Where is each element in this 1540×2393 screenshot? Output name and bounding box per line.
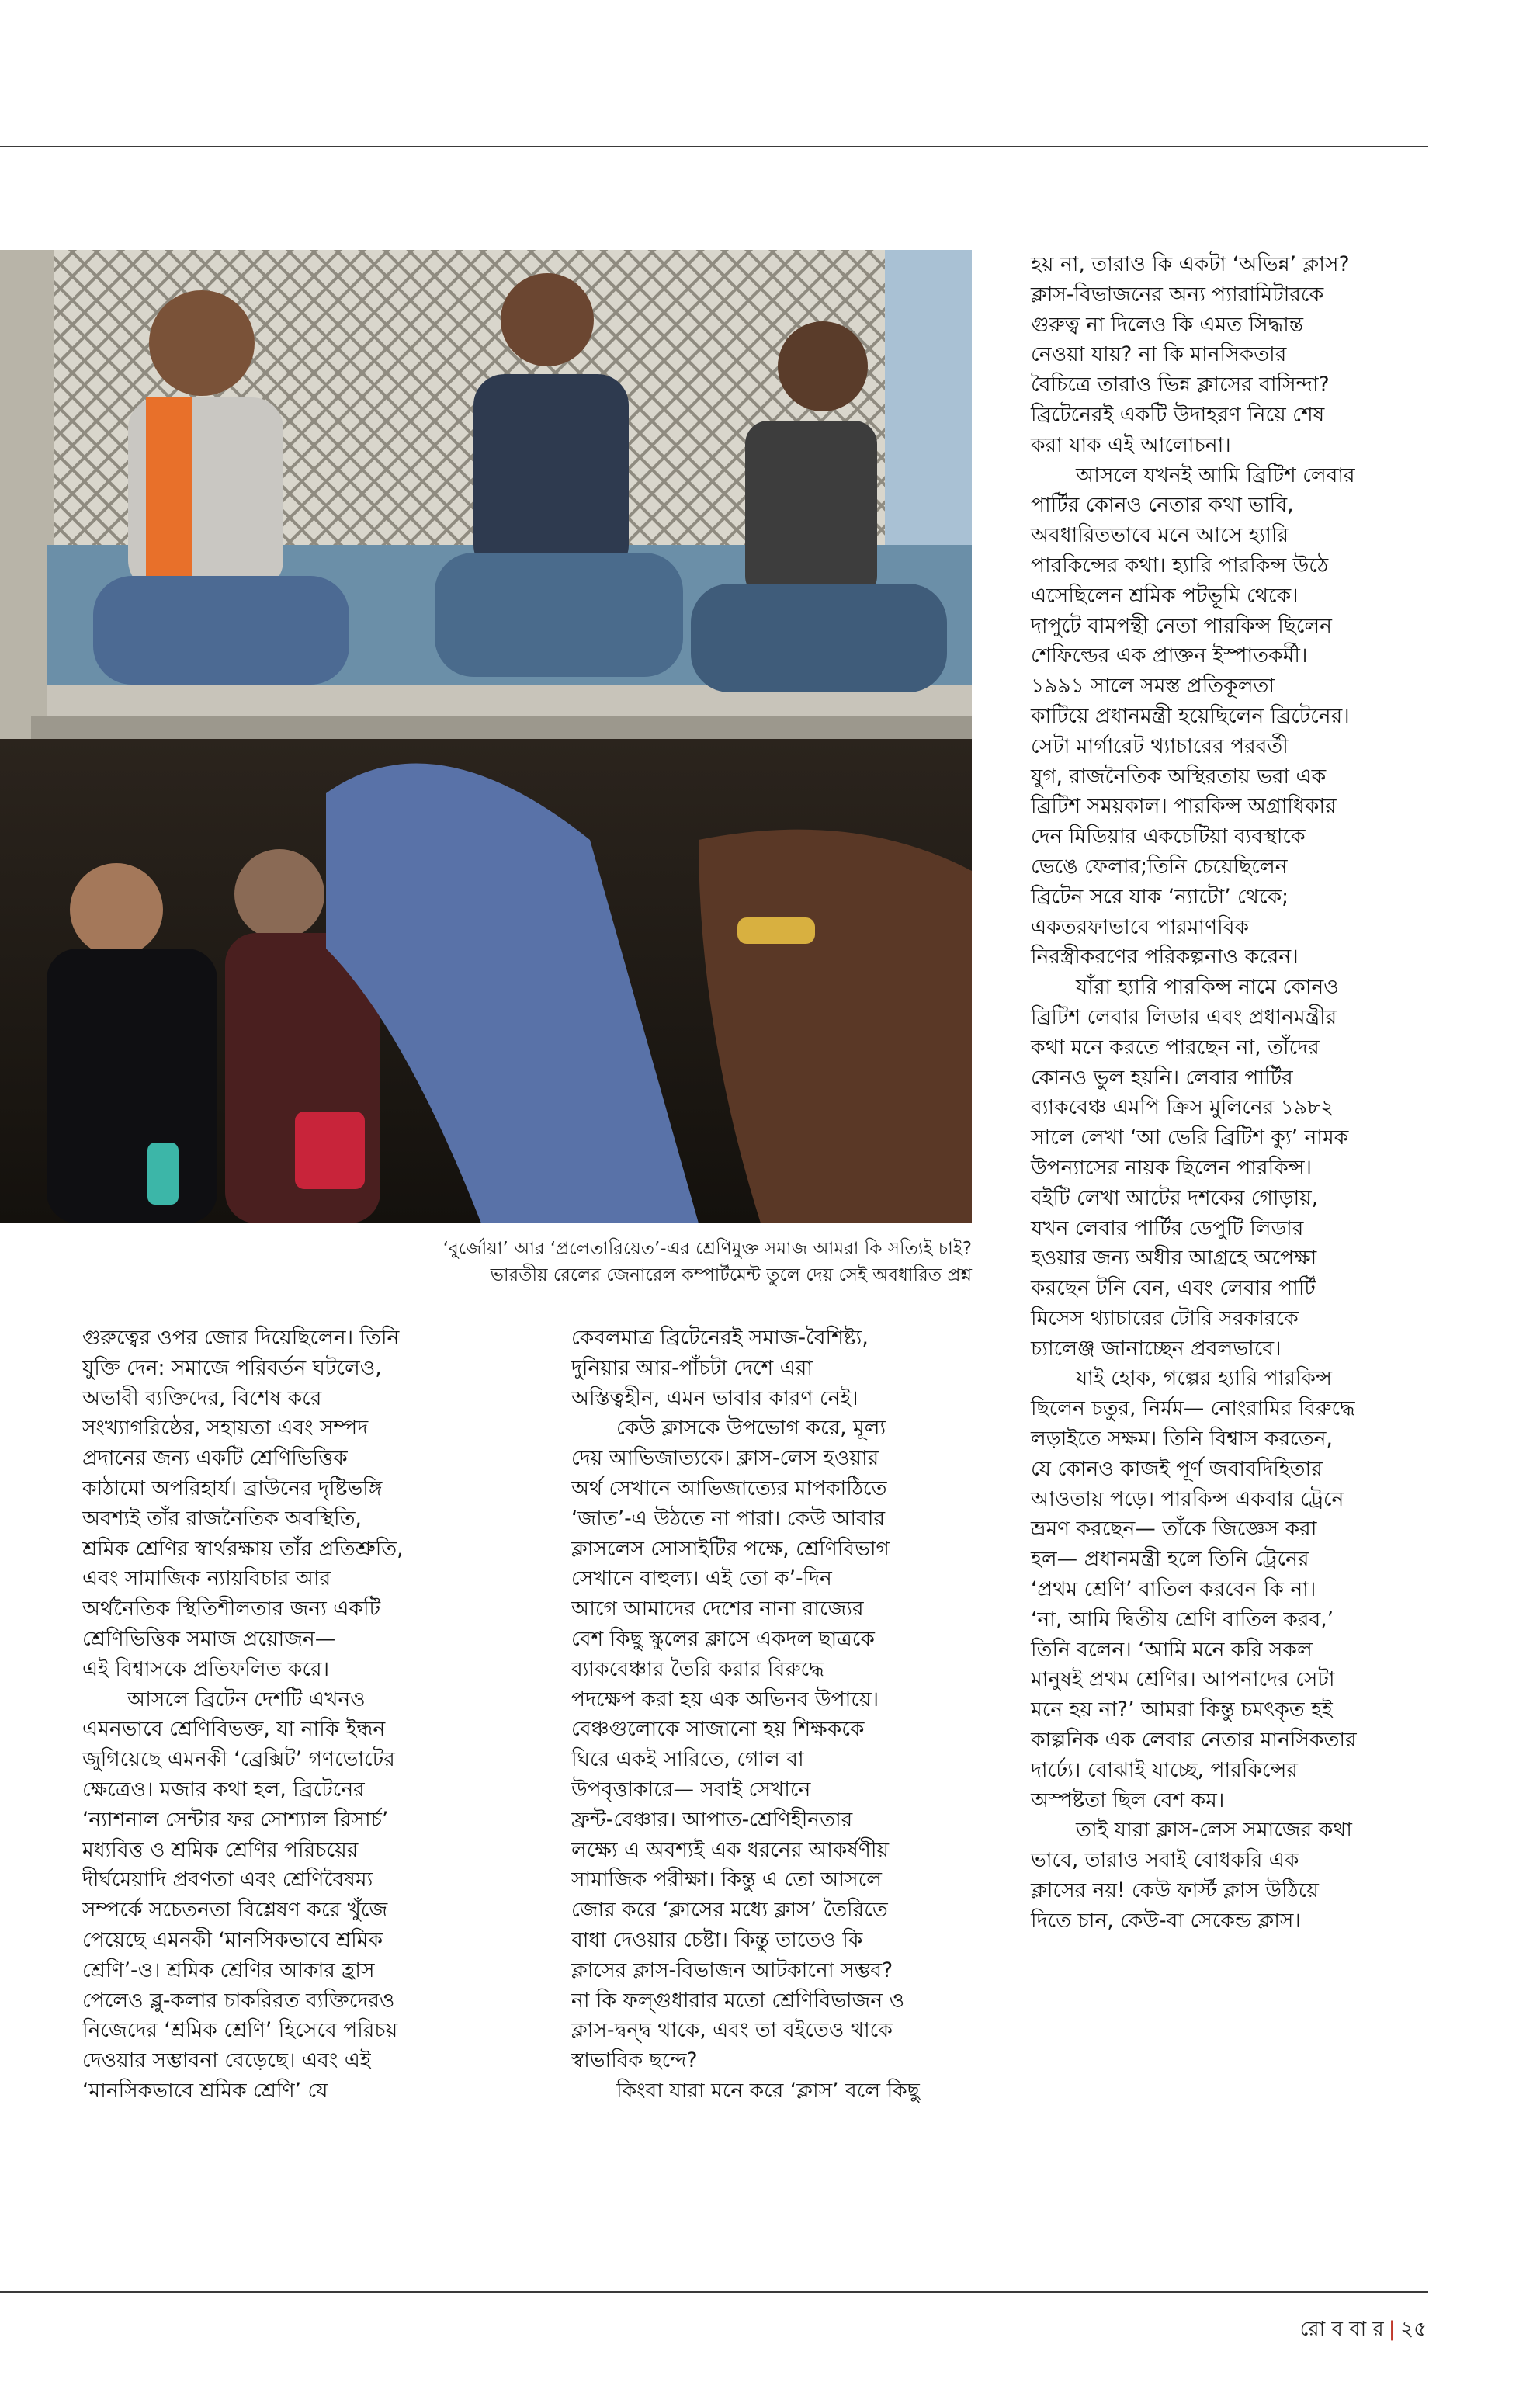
article-line: যে কোনও কাজই পূর্ণ জবাবদিহিতার [1031, 1456, 1323, 1481]
article-line: কাঠামো অপরিহার্য। ব্রাউনের দৃষ্টিভঙ্গি [82, 1476, 383, 1500]
page-number: ২৫ [1400, 2318, 1427, 2341]
article-column-right [1031, 250, 1434, 1937]
article-line: ফ্রন্ট-বেঞ্চার। আপাত-শ্রেণিহীনতার [571, 1807, 853, 1832]
magazine-name: রো ব বা র [1299, 2318, 1384, 2341]
article-line: বেঞ্চগুলোকে সাজানো হয় শিক্ষককে [571, 1717, 865, 1742]
article-line: লড়াইতে সক্ষম। তিনি বিশ্বাস করতেন, [1031, 1427, 1333, 1451]
article-line: যুক্তি দেন: সমাজে পরিবর্তন ঘটলেও, [82, 1355, 382, 1380]
article-line: হল— প্রধানমন্ত্রী হলে তিনি ট্রেনের [1031, 1547, 1309, 1572]
article-line: সেটা মার্গারেট থ্যাচারের পরবর্তী [1031, 734, 1289, 758]
article-line: সম্পর্কে সচেতনতা বিশ্লেষণ করে খুঁজে [82, 1898, 388, 1923]
article-line: এই বিশ্বাসকে প্রতিফলিত করে। [82, 1656, 330, 1681]
article-line: অবশ্যই তাঁর রাজনৈতিক অবস্থিতি, [82, 1506, 362, 1531]
article-line: আওতায় পড়ে। পারকিন্স একবার ট্রেনে [1031, 1486, 1344, 1511]
article-line: অর্থনৈতিক স্থিতিশীলতার জন্য একটি [82, 1597, 381, 1621]
article-line: অর্থ সেখানে আভিজাত্যের মাপকাঠিতে [571, 1476, 887, 1500]
train-compartment-photo [0, 250, 972, 1223]
article-line: চ্যালেঞ্জ জানাচ্ছেন প্রবলভাবে। [1031, 1336, 1282, 1361]
article-line: ক্ষেত্রেও। মজার কথা হল, ব্রিটেনের [82, 1777, 365, 1802]
article-line: দেয় আভিজাত্যকে। ক্লাস-লেস হওয়ার [571, 1446, 879, 1471]
article-line: আসলে ব্রিটেন দেশটি এখনও [127, 1687, 366, 1712]
article-line: শ্রেণিভিত্তিক সমাজ প্রয়োজন— [82, 1626, 336, 1651]
article-line: কথা মনে করতে পারছেন না, তাঁদের [1031, 1035, 1320, 1060]
article-line: কেবলমাত্র ব্রিটেনেরই সমাজ-বৈশিষ্ট্য, [571, 1326, 869, 1350]
article-line: ক্লাসের নয়! কেউ ফার্স্ট ক্লাস উঠিয়ে [1031, 1878, 1319, 1903]
article-line: ব্রিটেনেরই একটি উদাহরণ নিয়ে শেষ [1031, 402, 1325, 427]
article-line: প্রদানের জন্য একটি শ্রেণিভিত্তিক [82, 1446, 348, 1471]
caption-line-1: ‘বুর্জোয়া’ আর ‘প্রলেতারিয়েত’-এর শ্রেণিমুক্ত সমাজ আমরা কি সত্যিই চাই? [442, 1239, 972, 1259]
article-line: নেওয়া যায়? না কি মানসিকতার [1031, 342, 1287, 367]
article-line: ঘিরে একই সারিতে, গোল বা [571, 1747, 804, 1772]
article-line: সালে লেখা ‘আ ভেরি ব্রিটিশ ক্যু’ নামক [1031, 1125, 1349, 1150]
article-line: ব্যাকবেঞ্চার তৈরি করার বিরুদ্ধে [571, 1656, 824, 1681]
article-line: বৈচিত্রে তারাও ভিন্ন ক্লাসের বাসিন্দা? [1031, 373, 1330, 397]
article-line: ভাবে, তারাও সবাই বোধকরি এক [1031, 1848, 1299, 1873]
article-line: উপন্যাসের নায়ক ছিলেন পারকিন্স। [1031, 1155, 1313, 1180]
article-line: শ্রেণি’-ও। শ্রমিক শ্রেণির আকার হ্রাস [82, 1958, 375, 1982]
article-line: শেফিল্ডের এক প্রাক্তন ইস্পাতকর্মী। [1031, 643, 1308, 668]
article-line: দাপুটে বামপন্থী নেতা পারকিন্স ছিলেন [1031, 613, 1332, 638]
article-line: কোনও ভুল হয়নি। লেবার পার্টির [1031, 1065, 1293, 1090]
article-column-left [82, 1323, 525, 2107]
article-line: ‘না, আমি দ্বিতীয় শ্রেণি বাতিল করব,’ [1031, 1607, 1334, 1632]
article-line: নিরস্ত্রীকরণের পরিকল্পনাও করেন। [1031, 945, 1299, 969]
article-line: পদক্ষেপ করা হয় এক অভিনব উপায়ে। [571, 1687, 879, 1712]
article-line: তিনি বলেন। ‘আমি মনে করি সকল [1031, 1637, 1313, 1662]
article-line: ভেঙে ফেলার;তিনি চেয়েছিলেন [1031, 854, 1288, 879]
article-line: গুরুত্বের ওপর জোর দিয়েছিলেন। তিনি [82, 1326, 400, 1350]
article-line: মনে হয় না?’ আমরা কিন্তু চমৎকৃত হই [1031, 1698, 1333, 1722]
caption-line-2: ভারতীয় রেলের জেনারেল কম্পার্টমেন্ট তুলে দেয় সেই অবধারিত প্রশ্ন [490, 1265, 972, 1285]
article-line: একতরফাভাবে পারমাণবিক [1031, 914, 1250, 939]
article-line: এমনভাবে শ্রেণিবিভক্ত, যা নাকি ইন্ধন [82, 1717, 386, 1742]
article-line: ‘ন্যাশনাল সেন্টার ফর সোশ্যাল রিসার্চ’ [82, 1807, 389, 1832]
article-line: কাল্পনিক এক লেবার নেতার মানসিকতার [1031, 1728, 1357, 1753]
article-line: মধ্যবিত্ত ও শ্রমিক শ্রেণির পরিচয়ের [82, 1837, 359, 1862]
footer-separator: | [1388, 2318, 1396, 2341]
article-line: বইটি লেখা আটের দশকের গোড়ায়, [1031, 1185, 1319, 1210]
article-line: হওয়ার জন্য অধীর আগ্রহে অপেক্ষা [1031, 1246, 1317, 1271]
article-line: মানুষই প্রথম শ্রেণির। আপনাদের সেটা [1031, 1667, 1335, 1692]
page-footer [1300, 2313, 1427, 2347]
article-line: সেখানে বাহুল্য। এই তো ক’-দিন [571, 1566, 832, 1591]
article-line: উপবৃত্তাকারে— সবাই সেখানে [571, 1777, 811, 1802]
article-line: ‘মানসিকভাবে শ্রমিক শ্রেণি’ যে [82, 2078, 328, 2103]
article-line: অভাবী ব্যক্তিদের, বিশেষ করে [82, 1386, 322, 1410]
article-line: সামাজিক পরীক্ষা। কিন্তু এ তো আসলে [571, 1868, 882, 1892]
article-line: কিংবা যারা মনে করে ‘ক্লাস’ বলে কিছু [616, 2078, 920, 2103]
article-line: অবধারিতভাবে মনে আসে হ্যারি [1031, 523, 1289, 548]
article-line: এবং সামাজিক ন্যায়বিচার আর [82, 1566, 331, 1591]
article-line: শ্রমিক শ্রেণির স্বার্থরক্ষায় তাঁর প্রতিশ্রুতি, [82, 1536, 404, 1561]
article-line: কাটিয়ে প্রধানমন্ত্রী হয়েছিলেন ব্রিটেনের। [1031, 703, 1350, 728]
article-line: দেওয়ার সম্ভাবনা বেড়েছে। এবং এই [82, 2048, 371, 2073]
article-line: গুরুত্ব না দিলেও কি এমত সিদ্ধান্ত [1031, 312, 1304, 337]
top-rule [0, 146, 1428, 147]
article-column-middle [571, 1323, 975, 2107]
article-line: যুগ, রাজনৈতিক অস্থিরতায় ভরা এক [1031, 764, 1327, 789]
article-line: স্বাভাবিক ছন্দে? [571, 2048, 698, 2073]
article-line: বেশ কিছু স্কুলের ক্লাসে একদল ছাত্রকে [571, 1626, 875, 1651]
article-line: যখন লেবার পার্টির ডেপুটি লিডার [1031, 1216, 1304, 1240]
article-line: দার্ঢ্যে। বোঝাই যাচ্ছে, পারকিন্সের [1031, 1757, 1298, 1782]
article-line: ভ্রমণ করছেন— তাঁকে জিজ্ঞেস করা [1031, 1517, 1317, 1542]
article-line: তাই যারা ক্লাস-লেস সমাজের কথা [1076, 1818, 1352, 1843]
article-line: দুনিয়ার আর-পাঁচটা দেশে এরা [571, 1355, 813, 1380]
article-line: পেলেও ব্লু-কলার চাকরিরত ব্যক্তিদেরও [82, 1988, 395, 2013]
article-line: ১৯৯১ সালে সমস্ত প্রতিকূলতা [1031, 674, 1275, 699]
article-line: জোর করে ‘ক্লাসের মধ্যে ক্লাস’ তৈরিতে [571, 1898, 888, 1923]
article-line: কেউ ক্লাসকে উপভোগ করে, মূল্য [616, 1416, 886, 1441]
article-line: ‘প্রথম শ্রেণি’ বাতিল করবেন কি না। [1031, 1577, 1316, 1602]
article-line: পার্টির কোনও নেতার কথা ভাবি, [1031, 493, 1294, 518]
article-line: দীর্ঘমেয়াদি প্রবণতা এবং শ্রেণিবৈষম্য [82, 1868, 373, 1892]
article-line: এসেছিলেন শ্রমিক পটভূমি থেকে। [1031, 583, 1299, 608]
article-line: লক্ষ্যে এ অবশ্যই এক ধরনের আকর্ষণীয় [571, 1837, 890, 1862]
article-line: ব্যাকবেঞ্চ এমপি ক্রিস মুলিনের ১৯৮২ [1031, 1095, 1334, 1120]
article-line: যাঁরা হ্যারি পারকিন্স নামে কোনও [1076, 975, 1339, 1000]
article-line: করা যাক এই আলোচনা। [1031, 432, 1231, 457]
article-line: হয় না, তারাও কি একটা ‘অভিন্ন’ ক্লাস? [1031, 252, 1350, 276]
article-line: করছেন টনি বেন, এবং লেবার পার্টি [1031, 1276, 1316, 1301]
article-line: ক্লাস-দ্বন্দ্ব থাকে, এবং তা বইতেও থাকে [571, 2018, 893, 2043]
article-line: ক্লাসলেস সোসাইটির পক্ষে, শ্রেণিবিভাগ [571, 1536, 890, 1561]
article-line: ক্লাসের ক্লাস-বিভাজন আটকানো সম্ভব? [571, 1958, 893, 1982]
article-line: ব্রিটেন সরে যাক ‘ন্যাটো’ থেকে; [1031, 884, 1289, 909]
article-line: সংখ্যাগরিষ্ঠের, সহায়তা এবং সম্পদ [82, 1416, 369, 1441]
article-line: আসলে যখনই আমি ব্রিটিশ লেবার [1076, 463, 1355, 487]
article-line: ছিলেন চতুর, নির্মম— নোংরামির বিরুদ্ধে [1031, 1396, 1355, 1421]
article-line: ব্রিটিশ লেবার লিডার এবং প্রধানমন্ত্রীর [1031, 1004, 1337, 1029]
article-line: অস্পষ্টতা ছিল বেশ কম। [1031, 1788, 1225, 1812]
article-line: আগে আমাদের দেশের নানা রাজ্যের [571, 1597, 864, 1621]
article-line: নিজেদের ‘শ্রমিক শ্রেণি’ হিসেবে পরিচয় [82, 2018, 398, 2043]
article-line: ব্রিটিশ সময়কাল। পারকিন্স অগ্রাধিকার [1031, 794, 1337, 819]
article-line: বাধা দেওয়ার চেষ্টা। কিন্তু তাতেও কি [571, 1927, 863, 1952]
photo-caption [0, 1236, 972, 1288]
article-line: ক্লাস-বিভাজনের অন্য প্যারামিটারকে [1031, 282, 1324, 307]
article-line: জুগিয়েছে এমনকী ‘ব্রেক্সিট’ গণভোটের [82, 1747, 395, 1772]
article-line: ‘জাত’-এ উঠতে না পারা। কেউ আবার [571, 1506, 886, 1531]
article-line: দিতে চান, কেউ-বা সেকেন্ড ক্লাস। [1031, 1908, 1301, 1933]
article-line: পারকিন্সের কথা। হ্যারি পারকিন্স উঠে [1031, 553, 1329, 577]
article-line: না কি ফল্গুধারার মতো শ্রেণিবিভাজন ও [571, 1988, 905, 2013]
article-line: যাই হোক, গল্পের হ্যারি পারকিন্স [1076, 1366, 1332, 1391]
article-line: পেয়েছে এমনকী ‘মানসিকভাবে শ্রমিক [82, 1927, 383, 1952]
article-line: দেন মিডিয়ার একচেটিয়া ব্যবস্থাকে [1031, 824, 1306, 849]
article-line: মিসেস থ্যাচারের টোরি সরকারকে [1031, 1306, 1299, 1330]
bottom-rule [0, 2291, 1428, 2293]
article-line: অস্তিত্বহীন, এমন ভাবার কারণ নেই। [571, 1386, 858, 1410]
